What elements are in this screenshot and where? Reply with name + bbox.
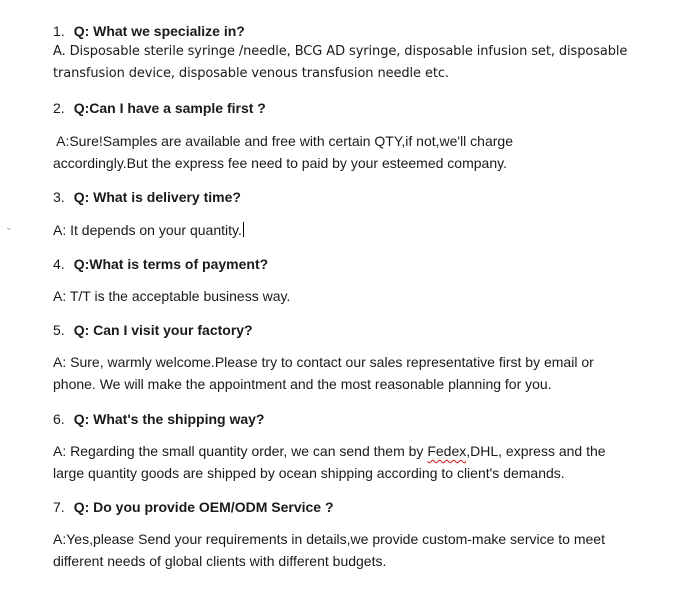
faq-answer-4-line-1: A: T/T is the acceptable business way. [53, 288, 291, 304]
faq-answer-2 [53, 130, 633, 174]
faq-question-text-4: Q:What is terms of payment? [73, 256, 269, 272]
faq-number-6: 6. [53, 411, 65, 427]
faq-question-1 [53, 22, 245, 40]
faq-question-text-6: Q: What's the shipping way? [73, 411, 265, 427]
faq-number-1: 1. [53, 23, 65, 39]
faq-answer-5-line-1: A: Sure, warmly welcome.Please try to contact our sales representative first by email or [53, 354, 594, 370]
faq-answer-2-line-1: A:Sure!Samples are available and free with certain QTY,if not,we'll charge [53, 133, 513, 149]
faq-answer-2-line-2: accordingly.But the express fee need to paid by your esteemed company. [53, 155, 507, 171]
faq-answer-6-line-2: large quantity goods are shipped by ocean shipping according to client's demands. [53, 465, 565, 481]
faq-number-5: 5. [53, 322, 65, 338]
faq-answer-6-line-1 [53, 440, 633, 462]
faq-number-3: 3. [53, 189, 65, 205]
faq-answer-7 [53, 528, 633, 572]
faq-question-5 [53, 321, 253, 339]
faq-answer-6-pre: A: Regarding the small quantity order, we can send them by [53, 443, 428, 459]
faq-answer-6-post: ,DHL, express and the [466, 443, 606, 459]
faq-number-4: 4. [53, 256, 65, 272]
faq-question-7 [53, 498, 334, 516]
faq-answer-3[interactable] [53, 219, 633, 241]
faq-question-text-1: Q: What we specialize in? [73, 23, 245, 39]
faq-question-text-3: Q: What is delivery time? [73, 189, 241, 205]
faq-answer-5-line-2: phone. We will make the appointment and the most reasonable planning for you. [53, 376, 552, 392]
faq-number-7: 7. [53, 499, 65, 515]
faq-answer-3-line-1: A: It depends on your quantity. [53, 219, 633, 241]
faq-question-3 [53, 188, 241, 206]
faq-answer-1 [53, 41, 633, 85]
faq-question-text-7: Q: Do you provide OEM/ODM Service ? [73, 499, 334, 515]
faq-answer-7-line-1: A:Yes,please Send your requirements in details,we provide custom-make service to meet [53, 531, 605, 547]
faq-question-text-2: Q:Can I have a sample first ? [73, 100, 266, 116]
faq-answer-4 [53, 285, 633, 307]
faq-answer-7-line-2: different needs of global clients with different budgets. [53, 553, 387, 569]
faq-question-4 [53, 255, 268, 273]
faq-answer-6 [53, 440, 633, 484]
spellcheck-flagged-word[interactable]: Fedex [427, 443, 467, 459]
faq-answer-1-line-2: transfusion device, disposable venous transfusion needle etc. [53, 66, 449, 81]
faq-question-2 [53, 99, 266, 117]
paragraph-marker-icon: ⌄ [5, 222, 13, 232]
faq-number-2: 2. [53, 100, 65, 116]
faq-answer-1-line-1: A. Disposable sterile syringe /needle, BCG AD syringe, disposable infusion set, disposable [53, 44, 628, 59]
faq-answer-5 [53, 351, 633, 395]
faq-question-text-5: Q: Can I visit your factory? [73, 322, 253, 338]
faq-question-6 [53, 410, 264, 428]
